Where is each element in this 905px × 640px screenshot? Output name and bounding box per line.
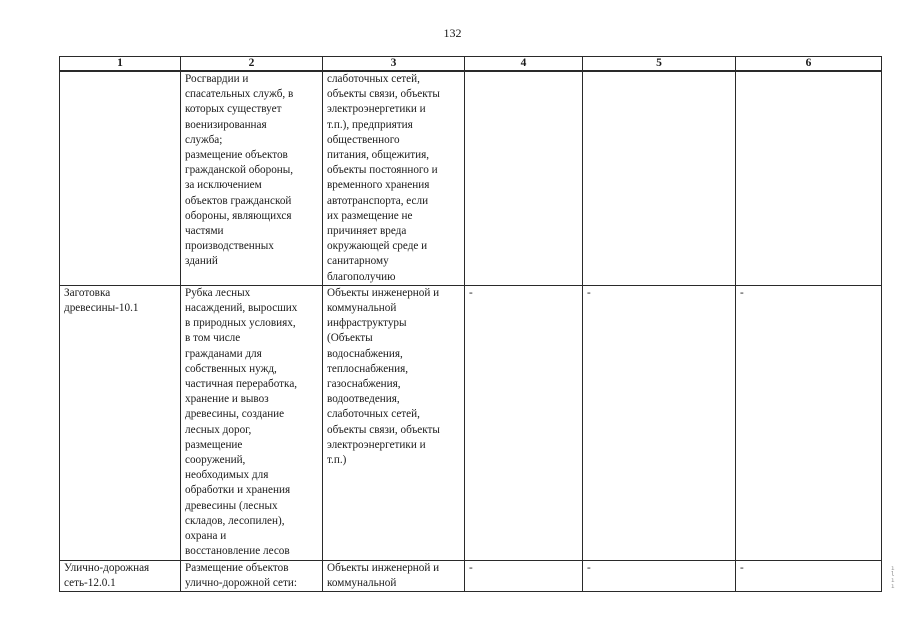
cell-col6: - (736, 560, 882, 591)
cell-col5: - (583, 285, 736, 560)
table-header-row (60, 57, 882, 72)
cell-col6: - (736, 285, 882, 560)
page-number: 132 (443, 26, 462, 40)
cell-col4: - (465, 560, 583, 591)
cell-col4: - (465, 285, 583, 560)
cell-use-type: Улично-дорожная сеть-12.0.1 (60, 560, 181, 591)
cell-use-description: Размещение объектов улично-дорожной сети: (181, 560, 323, 591)
cell-use-type: Заготовка древесины-10.1 (60, 285, 181, 560)
margin-scan-mark: ılıı (891, 565, 895, 590)
table-row (60, 560, 882, 591)
column-header-6: 6 (736, 57, 882, 72)
cell-auxiliary-uses: Объекты инженерной и коммунальной инфраструктуры (Объекты водоснабжения, теплоснабжения, газоснабжения, водоотведения, слаботочных сетей, объекты связи, объекты электроэнергетики и т.п.) (323, 285, 465, 560)
cell-use-description: Росгвардии и спасательных служб, в которых существует военизированная служба; размещение объектов гражданской обороны, за исключением объектов гражданской обороны, являющихся частями производственных зданий (181, 71, 323, 285)
permitted-use-table (59, 56, 882, 592)
table-row (60, 71, 882, 285)
column-header-4: 4 (465, 57, 583, 72)
column-header-1: 1 (60, 57, 181, 72)
cell-col5: - (583, 560, 736, 591)
cell-use-type (60, 71, 181, 285)
cell-col4 (465, 71, 583, 285)
column-header-3: 3 (323, 57, 465, 72)
cell-auxiliary-uses: Объекты инженерной и коммунальной (323, 560, 465, 591)
column-header-2: 2 (181, 57, 323, 72)
column-header-5: 5 (583, 57, 736, 72)
cell-auxiliary-uses: слаботочных сетей, объекты связи, объекты электроэнергетики и т.п.), предприятия общественного питания, общежития, объекты постоянного и временного хранения автотранспорта, если их размещение не причиняет вреда окружающей среде и санитарному благополучию (323, 71, 465, 285)
cell-use-description: Рубка лесных насаждений, выросших в природных условиях, в том числе гражданами для собственных нужд, частичная переработка, хранение и вывоз древесины, создание лесных дорог, размещение сооружений, необходимых для обработки и хранения древесины (лесных складов, лесопилен), охрана и восстановление лесов (181, 285, 323, 560)
cell-col6 (736, 71, 882, 285)
cell-col5 (583, 71, 736, 285)
table-row (60, 285, 882, 560)
